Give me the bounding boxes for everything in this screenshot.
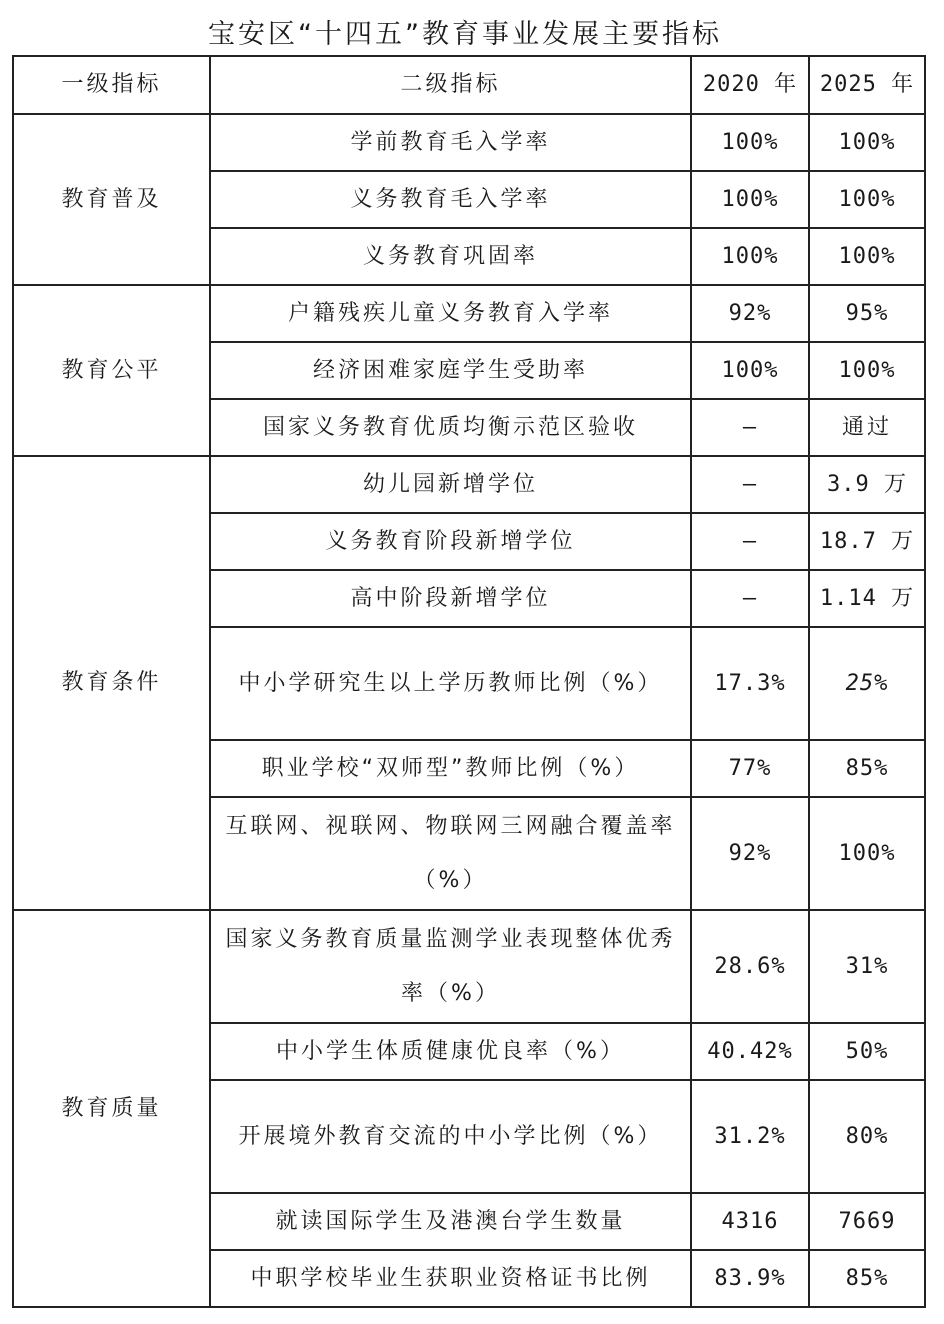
value-2025: 7669	[809, 1193, 925, 1250]
header-2025: 2025 年	[809, 56, 925, 114]
value-2025: 100%	[809, 114, 925, 171]
value-2025: 80%	[809, 1080, 925, 1193]
value-2020: 83.9%	[691, 1250, 809, 1307]
value-2025: 100%	[809, 228, 925, 285]
header-level2: 二级指标	[210, 56, 691, 114]
group-name: 教育普及	[13, 114, 210, 285]
value-2025: 25%	[809, 627, 925, 740]
indicator-name: 中小学生体质健康优良率（%）	[210, 1023, 691, 1080]
value-2025: 95%	[809, 285, 925, 342]
value-2020: 92%	[691, 285, 809, 342]
indicator-name: 高中阶段新增学位	[210, 570, 691, 627]
indicator-name: 中职学校毕业生获职业资格证书比例	[210, 1250, 691, 1307]
table-row	[13, 456, 925, 513]
indicator-name: 就读国际学生及港澳台学生数量	[210, 1193, 691, 1250]
page-title: 宝安区“十四五”教育事业发展主要指标	[208, 19, 722, 50]
indicator-name: 户籍残疾儿童义务教育入学率	[210, 285, 691, 342]
value-2025: 100%	[809, 342, 925, 399]
header-2020: 2020 年	[691, 56, 809, 114]
value-2020: 100%	[691, 228, 809, 285]
indicator-name: 国家义务教育质量监测学业表现整体优秀率（%）	[210, 910, 691, 1023]
indicator-name: 义务教育毛入学率	[210, 171, 691, 228]
indicator-name: 中小学研究生以上学历教师比例（%）	[210, 627, 691, 740]
value-2020: 28.6%	[691, 910, 809, 1023]
group-name: 教育公平	[13, 285, 210, 456]
indicator-name: 开展境外教育交流的中小学比例（%）	[210, 1080, 691, 1193]
value-2025: 31%	[809, 910, 925, 1023]
table-row	[13, 285, 925, 342]
value-2025: 18.7 万	[809, 513, 925, 570]
value-2025: 100%	[809, 797, 925, 910]
value-2020: 100%	[691, 114, 809, 171]
value-2020: –	[691, 513, 809, 570]
indicator-name: 互联网、视联网、物联网三网融合覆盖率（%）	[210, 797, 691, 910]
group-name: 教育质量	[13, 910, 210, 1307]
indicator-table	[12, 55, 926, 1308]
value-2020: –	[691, 456, 809, 513]
header-level1: 一级指标	[13, 56, 210, 114]
value-2025: 50%	[809, 1023, 925, 1080]
indicator-name: 经济困难家庭学生受助率	[210, 342, 691, 399]
value-2020: –	[691, 570, 809, 627]
table-row	[13, 114, 925, 171]
indicator-name: 学前教育毛入学率	[210, 114, 691, 171]
table-row	[13, 910, 925, 1023]
value-2020: 40.42%	[691, 1023, 809, 1080]
value-2025: 100%	[809, 171, 925, 228]
indicator-name: 幼儿园新增学位	[210, 456, 691, 513]
value-2025: 85%	[809, 740, 925, 797]
value-2025: 3.9 万	[809, 456, 925, 513]
value-2025: 1.14 万	[809, 570, 925, 627]
header-row	[13, 56, 925, 114]
indicator-name: 义务教育阶段新增学位	[210, 513, 691, 570]
value-2025: 85%	[809, 1250, 925, 1307]
value-2020: 100%	[691, 342, 809, 399]
value-2020: –	[691, 399, 809, 456]
indicator-name: 国家义务教育优质均衡示范区验收	[210, 399, 691, 456]
group-name: 教育条件	[13, 456, 210, 910]
indicator-name: 职业学校“双师型”教师比例（%）	[210, 740, 691, 797]
value-2020: 100%	[691, 171, 809, 228]
value-2020: 77%	[691, 740, 809, 797]
value-2020: 31.2%	[691, 1080, 809, 1193]
value-2020: 92%	[691, 797, 809, 910]
indicator-name: 义务教育巩固率	[210, 228, 691, 285]
value-2020: 4316	[691, 1193, 809, 1250]
value-2025: 通过	[809, 399, 925, 456]
value-2020: 17.3%	[691, 627, 809, 740]
